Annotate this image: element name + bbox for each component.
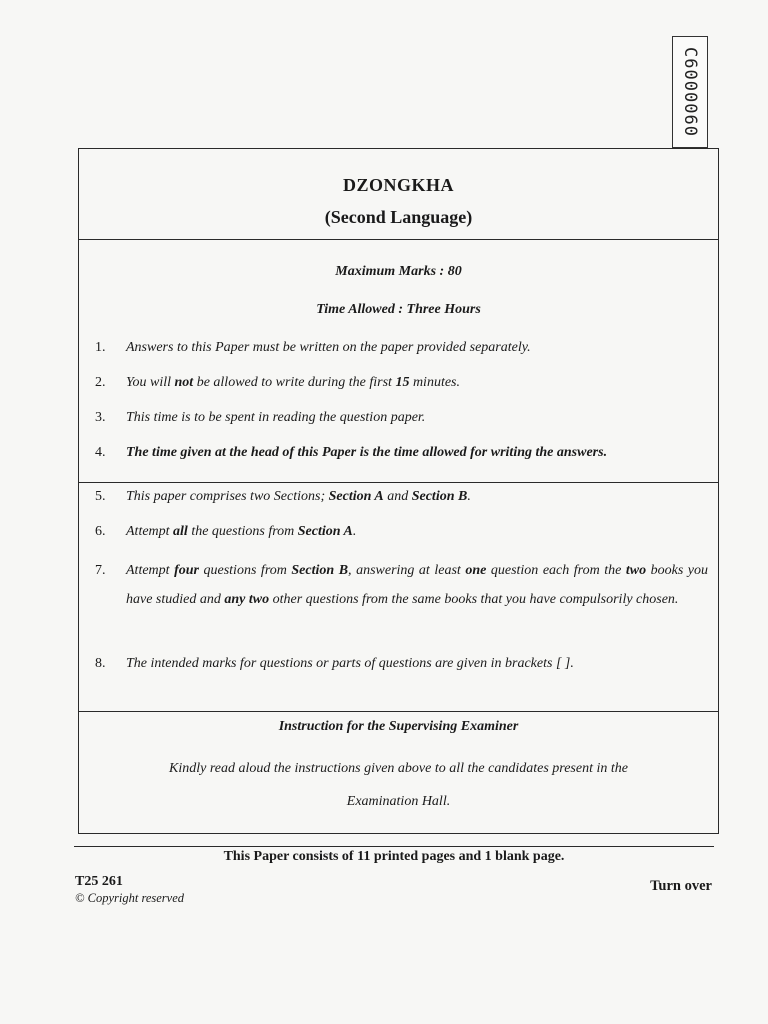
paper-code: T25 261 (75, 874, 123, 889)
instruction-item-1 (95, 333, 708, 362)
instruction-item-5 (95, 482, 708, 511)
instruction-number: 3. (95, 410, 106, 425)
instruction-text: Answers to this Paper must be written on the paper provided separately. (126, 340, 531, 355)
divider (79, 711, 718, 712)
instruction-text: You will not be allowed to write during the first 15 minutes. (126, 375, 460, 390)
instruction-number: 7. (95, 563, 106, 578)
time-allowed: Time Allowed : Three Hours (316, 302, 481, 317)
instruction-number: 1. (95, 340, 106, 355)
instruction-text: Attempt four questions from Section B, answering at least one question each from the two books you have studied and any two other questions from the same books that you have compulsorily chosen. (126, 563, 709, 607)
instruction-item-8 (95, 649, 708, 678)
instruction-number: 8. (95, 656, 106, 671)
instruction-number: 2. (95, 375, 106, 390)
paper-serial-stamp (672, 36, 708, 148)
maximum-marks: Maximum Marks : 80 (335, 264, 462, 279)
copyright-notice: © Copyright reserved (75, 891, 185, 905)
instruction-item-6 (95, 517, 708, 546)
instruction-number: 6. (95, 524, 106, 539)
turn-over-label: Turn over (650, 878, 712, 894)
instruction-text: Attempt all the questions from Section A. (126, 524, 357, 539)
instruction-text: This paper comprises two Sections; Section A and Section B. (126, 489, 471, 504)
instruction-number: 5. (95, 489, 106, 504)
instruction-text: This time is to be spent in reading the question paper. (126, 410, 426, 425)
instruction-item-4 (95, 438, 708, 467)
instruction-text: The time given at the head of this Paper is the time allowed for writing the answers. (126, 445, 608, 460)
supervisor-heading: Instruction for the Supervising Examiner (278, 719, 519, 734)
divider (79, 239, 718, 240)
instruction-item-7 (95, 556, 708, 614)
subject-subtitle: (Second Language) (324, 207, 473, 227)
supervisor-instruction-line-1: Kindly read aloud the instructions given above to all the candidates present in the (169, 761, 628, 776)
instructions-box (78, 148, 719, 834)
paper-serial-code: C6000060 (680, 47, 700, 137)
instruction-number: 4. (95, 445, 106, 460)
footer-rule (74, 846, 714, 847)
instruction-text: The intended marks for questions or parts of questions are given in brackets [ ]. (126, 656, 574, 671)
page-count-note: This Paper consists of 11 printed pages and 1 blank page. (223, 849, 565, 864)
subject-title: DZONGKHA (342, 175, 454, 195)
supervisor-instruction-line-2: Examination Hall. (346, 794, 451, 809)
instruction-item-3 (95, 403, 708, 432)
instruction-item-2 (95, 368, 708, 397)
